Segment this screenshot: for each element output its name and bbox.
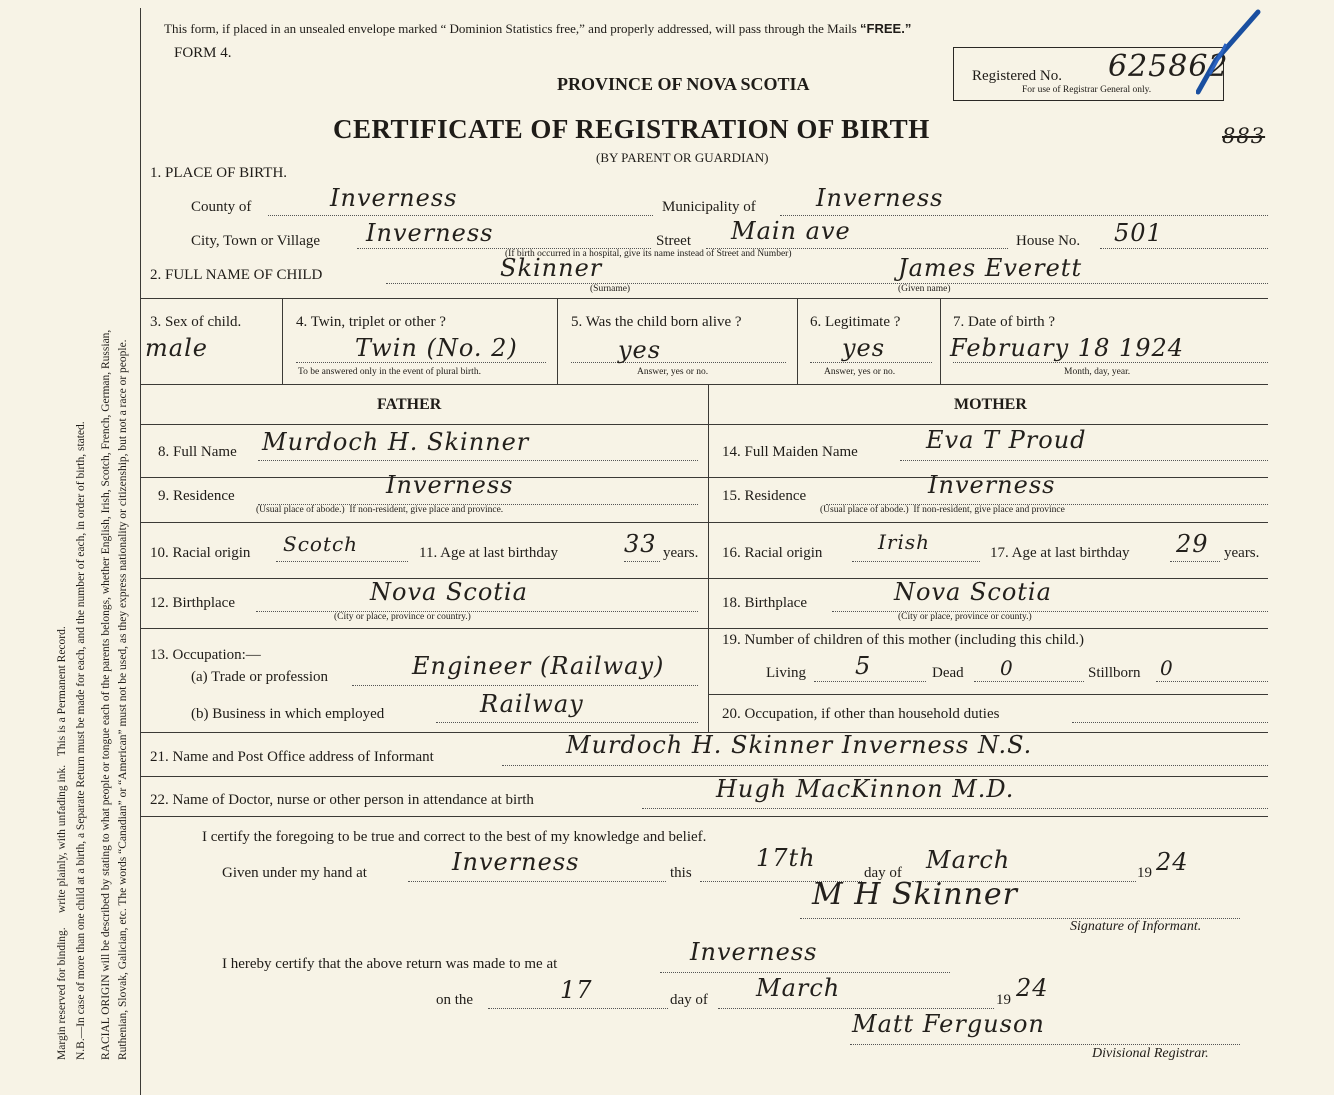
hospital-note: (If birth occurred in a hospital, give its name instead of Street and Number) <box>505 249 792 259</box>
mother-age-label: 17. Age at last birthday <box>990 545 1130 561</box>
father-racial-label: 10. Racial origin <box>150 545 251 561</box>
registrar-signature-line <box>850 1044 1240 1045</box>
occupation-label: 13. Occupation:— <box>150 647 261 663</box>
given-name-hint: (Given name) <box>898 284 951 294</box>
mother-racial-label: 16. Racial origin <box>722 545 823 561</box>
side-note-nb: N.B.—In case of more than one child at a birth, a Separate Return must be made for each, and the number of each, in order of birth, stated. <box>75 421 87 1060</box>
side-note-racial-1: RACIAL ORIGIN will be described by stating to what people or tongue each of the parents belongs, whether English, Irish, Scotch, French, German, Russian, <box>100 329 112 1060</box>
trade-label: (a) Trade or profession <box>191 669 329 685</box>
divider <box>708 694 1268 695</box>
informant-line <box>502 765 1268 766</box>
mother-birthplace-value: Nova Scotia <box>894 578 1052 606</box>
return-month-line <box>718 1008 994 1009</box>
birthplace-note: (City or place, province or county.) <box>898 612 1032 622</box>
full-name-label: 2. FULL NAME OF CHILD <box>150 267 323 283</box>
this-label: this <box>670 865 692 881</box>
col-divider <box>940 298 941 384</box>
side-note-margin: Margin reserved for binding. write plainly, with unfading ink. This is a Permanent Record. <box>56 626 68 1060</box>
house-value: 501 <box>1114 219 1163 247</box>
divider <box>140 776 1268 777</box>
return-day-value: 17 <box>560 976 593 1004</box>
informant-signature: M H Skinner <box>812 877 1019 912</box>
father-residence-label: 9. Residence <box>158 488 235 504</box>
page-title: CERTIFICATE OF REGISTRATION OF BIRTH <box>333 114 930 144</box>
business-label: (b) Business in which employed <box>191 706 385 722</box>
house-label: House No. <box>1016 233 1081 249</box>
father-name-label: 8. Full Name <box>158 444 237 460</box>
registered-label: Registered No. <box>972 68 1062 84</box>
dead-line <box>974 681 1084 682</box>
hereby-statement: I hereby certify that the above return was made to me at <box>222 956 558 972</box>
county-line <box>268 215 653 216</box>
on-the-label: on the <box>436 992 474 1008</box>
doctor-label: 22. Name of Doctor, nurse or other person in attendance at birth <box>150 792 534 808</box>
side-note-racial-2: Ruthenian, Slovak, Galician, etc. The words “Canadian” or “American” must not be used, as they express nationality or citizenship, but not a race or people. <box>117 339 129 1060</box>
day-of-label: day of <box>864 865 902 881</box>
abode-note: (Usual place of abode.) <box>820 505 909 515</box>
city-value: Inverness <box>366 219 494 247</box>
mother-residence-value: Inverness <box>928 471 1056 499</box>
born-alive-label: 5. Was the child born alive ? <box>571 314 742 330</box>
father-racial-value: Scotch <box>283 532 359 556</box>
mother-occupation-label: 20. Occupation, if other than household duties <box>722 706 1000 722</box>
father-heading: FATHER <box>377 396 442 413</box>
doctor-value: Hugh MacKinnon M.D. <box>716 775 1015 803</box>
mother-name-line <box>900 460 1268 461</box>
legitimate-label: 6. Legitimate ? <box>810 314 901 330</box>
form-number: FORM 4. <box>174 45 232 61</box>
father-age-label: 11. Age at last birthday <box>419 545 558 561</box>
divider <box>140 477 1268 478</box>
street-value: Main ave <box>731 217 851 245</box>
twin-note: To be answered only in the event of plural birth. <box>298 367 481 377</box>
trade-line <box>352 685 698 686</box>
abode-note: (Usual place of abode.) <box>256 505 345 515</box>
mother-racial-line <box>852 561 980 562</box>
father-racial-line <box>276 561 408 562</box>
divider <box>140 522 1268 523</box>
father-residence-value: Inverness <box>386 471 514 499</box>
father-birthplace-line <box>256 611 698 612</box>
given-under-label: Given under my hand at <box>222 865 367 881</box>
father-age-value: 33 <box>624 530 657 558</box>
given-day-value: 17th <box>756 844 816 872</box>
sex-value: male <box>145 334 208 362</box>
dead-value: 0 <box>1000 656 1014 680</box>
pen-stroke-mark <box>1196 4 1268 96</box>
county-value: Inverness <box>330 184 458 212</box>
col-divider <box>282 298 283 384</box>
mother-racial-value: Irish <box>878 530 931 554</box>
street-label: Street <box>656 233 691 249</box>
mother-name-label: 14. Full Maiden Name <box>722 444 858 460</box>
divider <box>140 628 1268 629</box>
year-prefix: 19 <box>996 992 1011 1008</box>
county-label: County of <box>191 199 252 215</box>
stillborn-label: Stillborn <box>1088 665 1141 681</box>
binding-margin-line <box>140 8 141 1095</box>
mail-notice: This form, if placed in an unsealed envelope marked “ Dominion Statistics free,” and properly addressed, will pass through the Mails “FREE.” <box>164 21 912 36</box>
father-name-value: Murdoch H. Skinner <box>262 428 530 456</box>
divider <box>140 578 1268 579</box>
return-place-value: Inverness <box>690 938 818 966</box>
given-name-value: James Everett <box>898 254 1083 282</box>
full-name-line <box>386 283 1268 284</box>
twin-label: 4. Twin, triplet or other ? <box>296 314 446 330</box>
twin-value: Twin (No. 2) <box>355 334 518 362</box>
certify-statement: I certify the foregoing to be true and correct to the best of my knowledge and belief. <box>202 829 707 845</box>
signature-registrar-label: Divisional Registrar. <box>1092 1046 1209 1061</box>
informant-value: Murdoch H. Skinner Inverness N.S. <box>566 731 1033 759</box>
living-value: 5 <box>855 652 872 680</box>
return-day-line <box>488 1008 668 1009</box>
return-month-value: March <box>756 974 841 1002</box>
registered-number: 625862 <box>1108 49 1229 84</box>
divider-2 <box>140 384 1268 385</box>
born-alive-value: yes <box>618 336 662 364</box>
registrar-signature: Matt Ferguson <box>852 1010 1045 1038</box>
living-line <box>814 681 926 682</box>
stillborn-value: 0 <box>1160 656 1174 680</box>
dob-line <box>953 362 1268 363</box>
trade-value: Engineer (Railway) <box>412 652 665 680</box>
corner-number: 883 <box>1222 124 1266 148</box>
given-place-line <box>408 881 666 882</box>
signature-informant-label: Signature of Informant. <box>1070 919 1202 934</box>
doctor-line <box>642 808 1268 809</box>
children-label: 19. Number of children of this mother (including this child.) <box>722 632 1085 648</box>
nonres-note: If non-resident, give place and province. <box>349 505 504 515</box>
legitimate-value: yes <box>842 334 886 362</box>
mother-age-value: 29 <box>1176 530 1209 558</box>
mother-heading: MOTHER <box>954 396 1027 413</box>
given-place-value: Inverness <box>452 848 580 876</box>
return-year-value: 24 <box>1016 974 1049 1002</box>
sex-label: 3. Sex of child. <box>150 314 242 330</box>
born-alive-line <box>571 362 786 363</box>
surname-hint: (Surname) <box>590 284 631 294</box>
legitimate-line <box>810 362 932 363</box>
surname-value: Skinner <box>500 254 603 282</box>
given-month-value: March <box>926 846 1011 874</box>
divider-1 <box>140 298 1268 299</box>
house-line <box>1100 248 1268 249</box>
years-label: years. <box>1224 545 1260 561</box>
col-divider <box>557 298 558 384</box>
father-birthplace-label: 12. Birthplace <box>150 595 235 611</box>
stillborn-line <box>1156 681 1268 682</box>
father-birthplace-value: Nova Scotia <box>370 578 528 606</box>
mother-occupation-line <box>1072 722 1268 723</box>
city-label: City, Town or Village <box>191 233 321 249</box>
day-of-label: day of <box>670 992 708 1008</box>
nonres-note: If non-resident, give place and province <box>913 505 1065 515</box>
divider <box>140 816 1268 817</box>
twin-line <box>296 362 546 363</box>
birthplace-note: (City or place, province or country.) <box>334 612 471 622</box>
years-label: years. <box>663 545 699 561</box>
registrar-only-note: For use of Registrar General only. <box>1022 85 1152 95</box>
mother-name-value: Eva T Proud <box>926 426 1087 454</box>
dob-value: February 18 1924 <box>950 334 1185 362</box>
mother-birthplace-label: 18. Birthplace <box>722 595 807 611</box>
year-prefix: 19 <box>1137 865 1152 881</box>
dob-note: Month, day, year. <box>1064 367 1131 377</box>
municipality-line <box>780 215 1268 216</box>
return-place-line <box>660 972 950 973</box>
parents-divider <box>708 384 709 732</box>
page-subtitle: (BY PARENT OR GUARDIAN) <box>596 150 769 165</box>
living-label: Living <box>766 665 806 681</box>
col-divider <box>797 298 798 384</box>
mother-residence-label: 15. Residence <box>722 488 807 504</box>
father-age-line <box>624 561 660 562</box>
father-name-line <box>258 460 698 461</box>
dead-label: Dead <box>932 665 964 681</box>
answer-hint: Answer, yes or no. <box>637 367 709 377</box>
given-year-value: 24 <box>1156 848 1189 876</box>
place-of-birth-label: 1. PLACE OF BIRTH. <box>150 165 288 181</box>
municipality-label: Municipality of <box>662 199 756 215</box>
province-heading: PROVINCE OF NOVA SCOTIA <box>557 74 810 94</box>
divider <box>140 424 1268 425</box>
business-line <box>436 722 698 723</box>
municipality-value: Inverness <box>816 184 944 212</box>
informant-label: 21. Name and Post Office address of Informant <box>150 749 434 765</box>
mother-age-line <box>1170 561 1220 562</box>
dob-label: 7. Date of birth ? <box>953 314 1056 330</box>
business-value: Railway <box>480 690 584 718</box>
answer-hint: Answer, yes or no. <box>824 367 896 377</box>
